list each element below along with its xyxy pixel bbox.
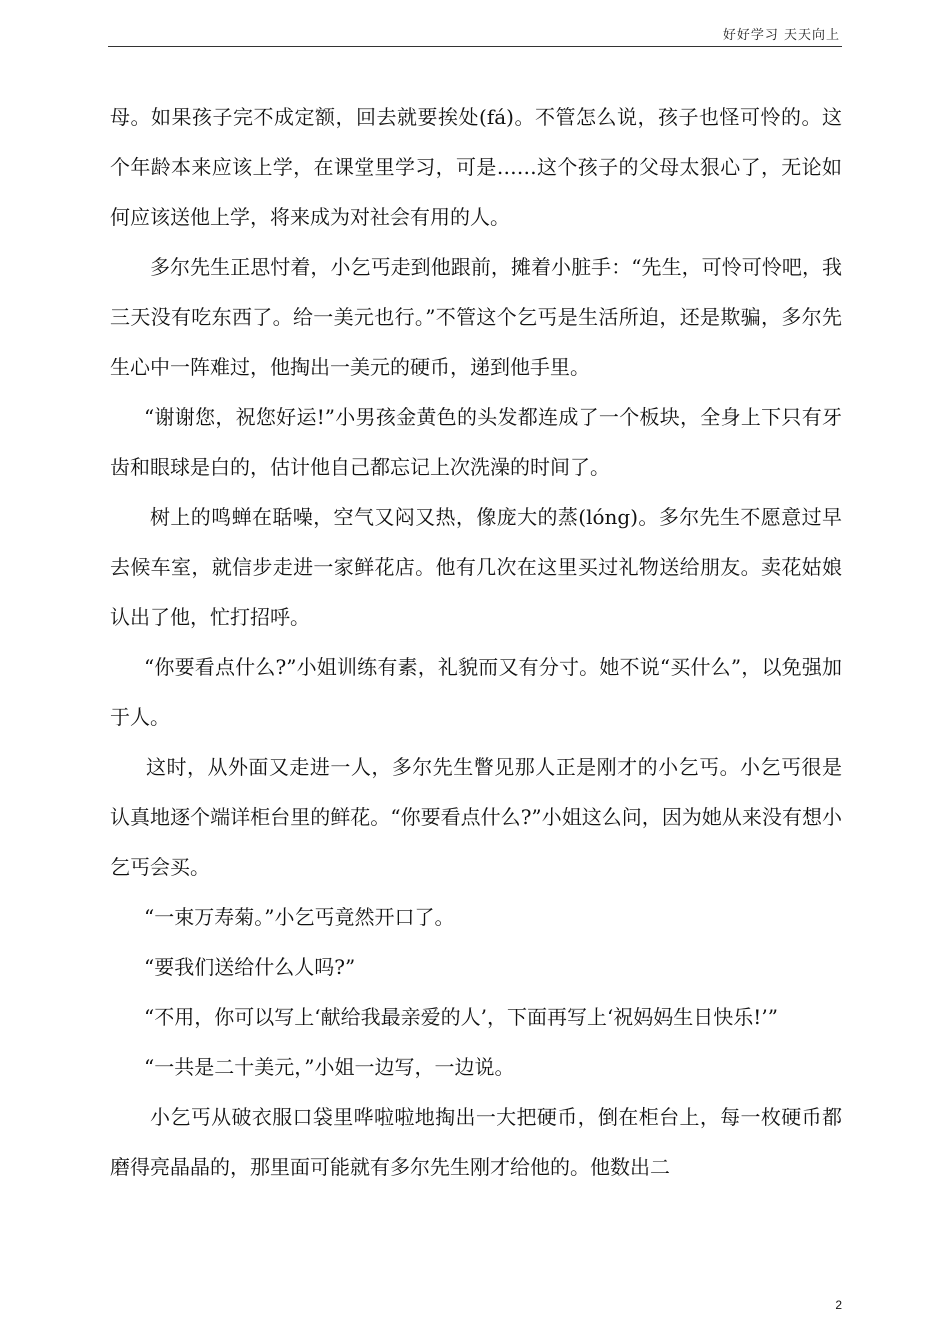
page-number: 2 [835, 1298, 842, 1312]
paragraph: 多尔先生正思忖着，小乞丐走到他跟前，摊着小脏手：“先生，可怜可怜吧，我三天没有吃东西了。给一美元也行。”不管这个乞丐是生活所迫，还是欺骗，多尔先生心中一阵难过，他掏出一美元的硬币，递到他手里。 [110, 255, 842, 379]
paragraph: 这时，从外面又走进一人，多尔先生瞥见那人正是刚才的小乞丐。小乞丐很是认真地逐个端详柜台里的鲜花。“你要看点什么?”小姐这么问，因为她从来没有想小乞丐会买。 [110, 755, 842, 879]
paragraph: 树上的鸣蝉在聒噪，空气又闷又热，像庞大的蒸(lóng)。多尔先生不愿意过早去候车室，就信步走进一家鲜花店。他有几次在这里买过礼物送给朋友。卖花姑娘认出了他，忙打招呼。 [110, 505, 842, 629]
page-header: 好好学习 天天向上 [722, 28, 840, 43]
paragraph: 小乞丐从破衣服口袋里哗啦啦地掏出一大把硬币，倒在柜台上，每一枚硬币都磨得亮晶晶的，那里面可能就有多尔先生刚才给他的。他数出二 [110, 1105, 842, 1179]
paragraph: “你要看点什么?”小姐训练有素，礼貌而又有分寸。她不说“买什么”，以免强加于人。 [110, 655, 842, 729]
paragraph: 母。如果孩子完不成定额，回去就要挨处(fá)。不管怎么说，孩子也怪可怜的。这个年龄本来应该上学，在课堂里学习，可是……这个孩子的父母太狠心了，无论如何应该送他上学，将来成为对社会有用的人。 [110, 105, 842, 229]
paragraph: “谢谢您，祝您好运!”小男孩金黄色的头发都连成了一个板块，全身上下只有牙齿和眼球是白的，估计他自己都忘记上次洗澡的时间了。 [110, 405, 842, 479]
document-body [110, 92, 842, 1192]
paragraph: “不用，你可以写上‘献给我最亲爱的人’，下面再写上‘祝妈妈生日快乐!’” [144, 1005, 778, 1029]
paragraph: “一束万寿菊。”小乞丐竟然开口了。 [144, 905, 455, 929]
header-divider [108, 46, 842, 47]
paragraph: “一共是二十美元，”小姐一边写，一边说。 [144, 1055, 515, 1079]
paragraph: “要我们送给什么人吗?” [144, 955, 356, 979]
